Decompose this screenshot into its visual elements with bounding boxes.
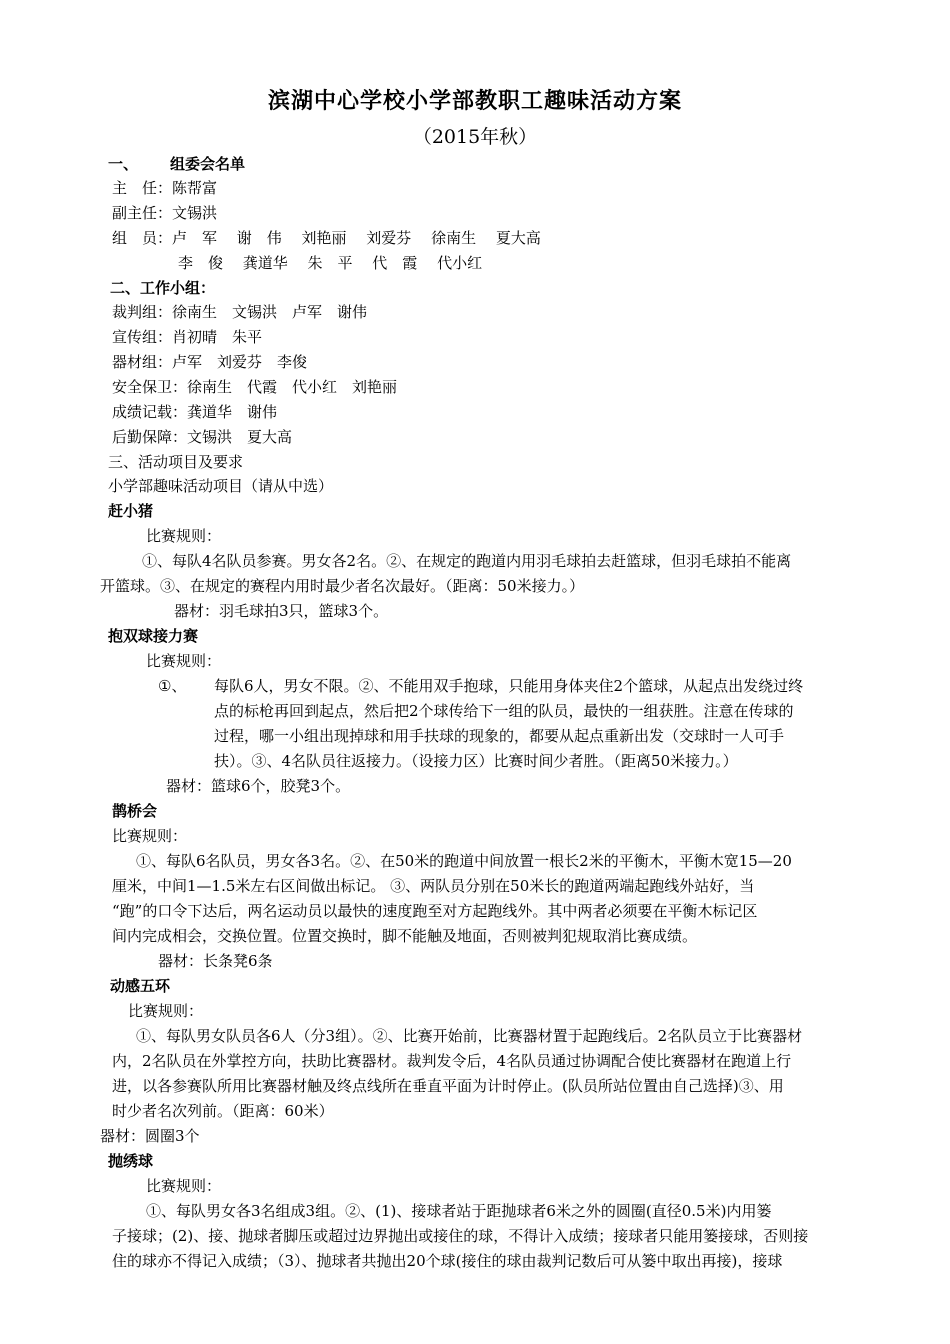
event-4-name: 动感五环 bbox=[110, 977, 171, 995]
event-4-rules-label: 比赛规则： bbox=[128, 1002, 204, 1020]
event-4-equipment: 器材：圆圈3个 bbox=[100, 1127, 200, 1145]
events-intro: 小学部趣味活动项目（请从中选） bbox=[108, 477, 334, 495]
event-4-rules-line-1: ①、每队男女队员各6人（分3组）。②、比赛开始前，比赛器材置于起跑线后。2名队员立于比赛器材 bbox=[136, 1027, 803, 1045]
section-1-number: 一、 bbox=[108, 155, 139, 173]
committee-members-line-2: 李 俊 龚道华 朱 平 代 霞 代小红 bbox=[178, 254, 483, 272]
event-3-rules-line-4: 间内完成相会，交换位置。位置交换时，脚不能触及地面，否则被判犯规取消比赛成绩。 bbox=[112, 927, 698, 945]
group-judge: 裁判组：徐南生 文锡洪 卢军 谢伟 bbox=[112, 303, 368, 321]
event-2-rules-line-2: 点的标枪再回到起点，然后把2个球传给下一组的队员，最快的一组获胜。注意在传球的 bbox=[214, 702, 794, 720]
group-equipment: 器材组：卢军 刘爱芬 李俊 bbox=[112, 353, 308, 371]
event-3-rules-line-1: ①、每队6名队员，男女各3名。②、在50米的跑道中间放置一根长2米的平衡木，平衡木宽15—20 bbox=[136, 852, 792, 870]
event-3-name: 鹊桥会 bbox=[112, 802, 158, 820]
section-1-title: 组委会名单 bbox=[170, 155, 246, 173]
event-1-rules-line-2: 开篮球。③、在规定的赛程内用时最少者名次最好。（距离：50米接力。） bbox=[100, 577, 585, 595]
event-3-rules-line-3: “跑”的口令下达后，两名运动员以最快的速度跑至对方起跑线外。其中两者必须要在平衡木标记区 bbox=[112, 902, 758, 920]
section-1-heading bbox=[108, 154, 245, 174]
event-2-rules-label: 比赛规则： bbox=[146, 652, 222, 670]
event-3-rules-label: 比赛规则： bbox=[112, 827, 188, 845]
group-logistics: 后勤保障：文锡洪 夏大高 bbox=[112, 428, 293, 446]
section-2-heading: 二、工作小组： bbox=[110, 279, 216, 297]
committee-members-line-1: 组 员：卢 军 谢 伟 刘艳丽 刘爱芬 徐南生 夏大高 bbox=[112, 229, 541, 247]
event-1-rules-label: 比赛规则： bbox=[146, 527, 222, 545]
event-5-rules-line-3: 住的球亦不得记入成绩；（3）、抛球者共抛出20个球(接住的球由裁判记数后可从篓中取出再接)，接球 bbox=[112, 1252, 783, 1270]
event-2-equipment: 器材：篮球6个，胶凳3个。 bbox=[166, 777, 351, 795]
section-3-heading: 三、活动项目及要求 bbox=[108, 453, 244, 471]
event-3-equipment: 器材：长条凳6条 bbox=[158, 952, 273, 970]
event-1-rules-line-1: ①、每队4名队员参赛。男女各2名。②、在规定的跑道内用羽毛球拍去赶篮球，但羽毛球拍不能离 bbox=[142, 552, 792, 570]
document-title: 滨湖中心学校小学部教职工趣味活动方案 bbox=[267, 88, 682, 114]
event-5-rules-line-2: 子接球；(2)、接、抛球者脚压或超过边界抛出或接住的球，不得计入成绩；接球者只能用篓接球，否则接 bbox=[112, 1227, 809, 1245]
group-safety: 安全保卫：徐南生 代霞 代小红 刘艳丽 bbox=[112, 378, 398, 396]
event-4-rules-line-2: 内，2名队员在外掌控方向，扶助比赛器材。裁判发令后，4名队员通过协调配合使比赛器材在跑道上行 bbox=[112, 1052, 792, 1070]
committee-deputy: 副主任：文锡洪 bbox=[112, 204, 218, 222]
event-2-rules-line-3: 过程，哪一小组出现掉球和用手扶球的现象的，都要从起点重新出发（交球时一人可手 bbox=[214, 727, 785, 745]
event-5-rules-label: 比赛规则： bbox=[146, 1177, 222, 1195]
event-2-number: ①、 bbox=[158, 677, 187, 695]
event-4-rules-line-3: 进，以各参赛队所用比赛器材触及终点线所在垂直平面为计时停止。(队员所站位置由自己选择)③、用 bbox=[112, 1077, 784, 1095]
event-1-name: 赶小猪 bbox=[108, 502, 154, 520]
event-4-rules-line-4: 时少者名次列前。（距离：60米） bbox=[112, 1102, 334, 1120]
event-3-rules-line-2: 厘米，中间1—1.5米左右区间做出标记。 ③、两队员分别在50米长的跑道两端起跑线外站好，当 bbox=[112, 877, 755, 895]
event-2-rules-line-1: 每队6人，男女不限。②、不能用双手抱球，只能用身体夹住2个篮球，从起点出发绕过终 bbox=[214, 677, 804, 695]
event-5-name: 抛绣球 bbox=[108, 1152, 154, 1170]
event-5-rules-line-1: ①、每队男女各3名组成3组。②、(1)、接球者站于距抛球者6米之外的圆圈(直径0.5米)内用篓 bbox=[146, 1202, 772, 1220]
event-2-name: 抱双球接力赛 bbox=[108, 627, 199, 645]
event-1-equipment: 器材：羽毛球拍3只，篮球3个。 bbox=[174, 602, 389, 620]
document-subtitle: （2015年秋） bbox=[412, 126, 538, 148]
committee-director: 主 任：陈帮富 bbox=[112, 179, 218, 197]
group-records: 成绩记载：龚道华 谢伟 bbox=[112, 403, 278, 421]
group-publicity: 宣传组：肖初晴 朱平 bbox=[112, 328, 263, 346]
event-2-rules-line-4: 扶）。③、4名队员往返接力。（设接力区）比赛时间少者胜。（距离50米接力。） bbox=[214, 752, 738, 770]
